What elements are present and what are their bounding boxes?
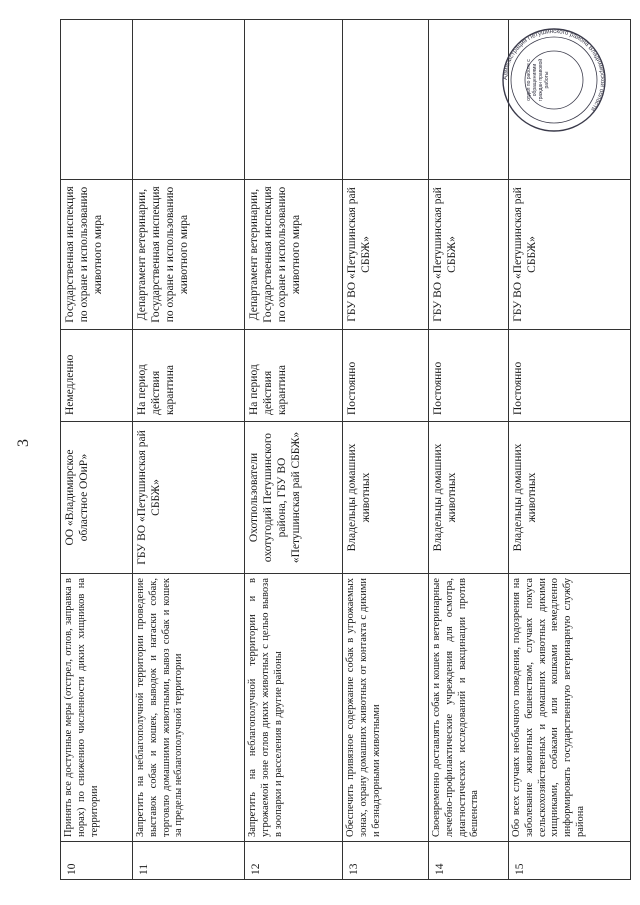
empty-cell: [343, 20, 429, 180]
control-cell: ГБУ ВО «Петушинская рай СББЖ»: [509, 180, 631, 330]
empty-cell: [133, 20, 245, 180]
executor-cell: Охотпользователи охотугодий Петушинского района, ГБУ ВО «Петушинская рай СББЖ»: [245, 422, 343, 574]
table-row: [133, 20, 245, 880]
term-cell: Постоянно: [343, 330, 429, 422]
control-cell: ГБУ ВО «Петушинская рай СББЖ»: [343, 180, 429, 330]
row-number: 12: [245, 842, 343, 880]
term-cell: Постоянно: [509, 330, 631, 422]
term-cell: Постоянно: [429, 330, 509, 422]
empty-cell: [245, 20, 343, 180]
page-number: 3: [15, 439, 32, 447]
row-number: 15: [509, 842, 631, 880]
empty-cell: [61, 20, 133, 180]
measure-cell: Обеспечить привязное содержание собак в угрожаемых зонах, охрану домашних животных от контакта с дикими и безнадзорными животными: [343, 574, 429, 842]
table-row: [61, 20, 133, 880]
table-row: [343, 20, 429, 880]
term-cell: Немедленно: [61, 330, 133, 422]
stamp-ring-text: Администрация Петушинского района Владимирской области: [501, 27, 607, 113]
row-number: 10: [61, 842, 133, 880]
empty-cell: [429, 20, 509, 180]
measure-cell: Своевременно доставлять собак и кошек в ветеринарные лечебно-профилактические учреждения для осмотра, диагностических исследований и вакцинации против бешенства: [429, 574, 509, 842]
control-cell: Департамент ветеринарии, Государственная инспекция по охране и использованию животного мира: [133, 180, 245, 330]
control-cell: Государственная инспекция по охране и использованию животного мира: [61, 180, 133, 330]
executor-cell: ГБУ ВО «Петушинская рай СББЖ»: [133, 422, 245, 574]
row-number: 14: [429, 842, 509, 880]
measures-table: [60, 19, 631, 880]
measure-cell: Обо всех случаях необычного поведения, подозрения на заболевание животных бешенством, случаях покуса сельскохозяйственных и домашних животных дикими хищниками, собаками или кошками немедленно информировать государственную ветеринарную службу района: [509, 574, 631, 842]
table-row: [245, 20, 343, 880]
measure-cell: Принять все доступные меры (отстрел, отлов, заправка в норах) по снижению численности диких хищников на территории: [61, 574, 133, 842]
control-cell: Департамент ветеринарии, Государственная инспекция по охране и использованию животного мира: [245, 180, 343, 330]
official-stamp: [500, 26, 608, 134]
executor-cell: Владельцы домашних животных: [429, 422, 509, 574]
term-cell: На период действия карантина: [245, 330, 343, 422]
control-cell: ГБУ ВО «Петушинская рай СББЖ»: [429, 180, 509, 330]
table-row: [429, 20, 509, 880]
executor-cell: Владельцы домашних животных: [343, 422, 429, 574]
row-number: 13: [343, 842, 429, 880]
table-wrapper: [60, 20, 630, 880]
table-row: [509, 20, 631, 880]
measure-cell: Запретить на неблагополучной территории и в угрожаемой зоне отлов диких животных с целью вывоза в зоопарки и расселения в другие районы: [245, 574, 343, 842]
stamp-center-text: отдел по работе с обращениями граждан правовой работы: [526, 58, 550, 102]
executor-cell: ОО «Владимирское областное ООиР»: [61, 422, 133, 574]
term-cell: На период действия карантина: [133, 330, 245, 422]
executor-cell: Владельцы домашних животных: [509, 422, 631, 574]
row-number: 11: [133, 842, 245, 880]
measure-cell: Запретить на неблагополучной территории проведение выставок собак и кошек, выводок и натаски собак, торговлю домашними животными, вывоз собак и кошек за пределы неблагополучной территории: [133, 574, 245, 842]
